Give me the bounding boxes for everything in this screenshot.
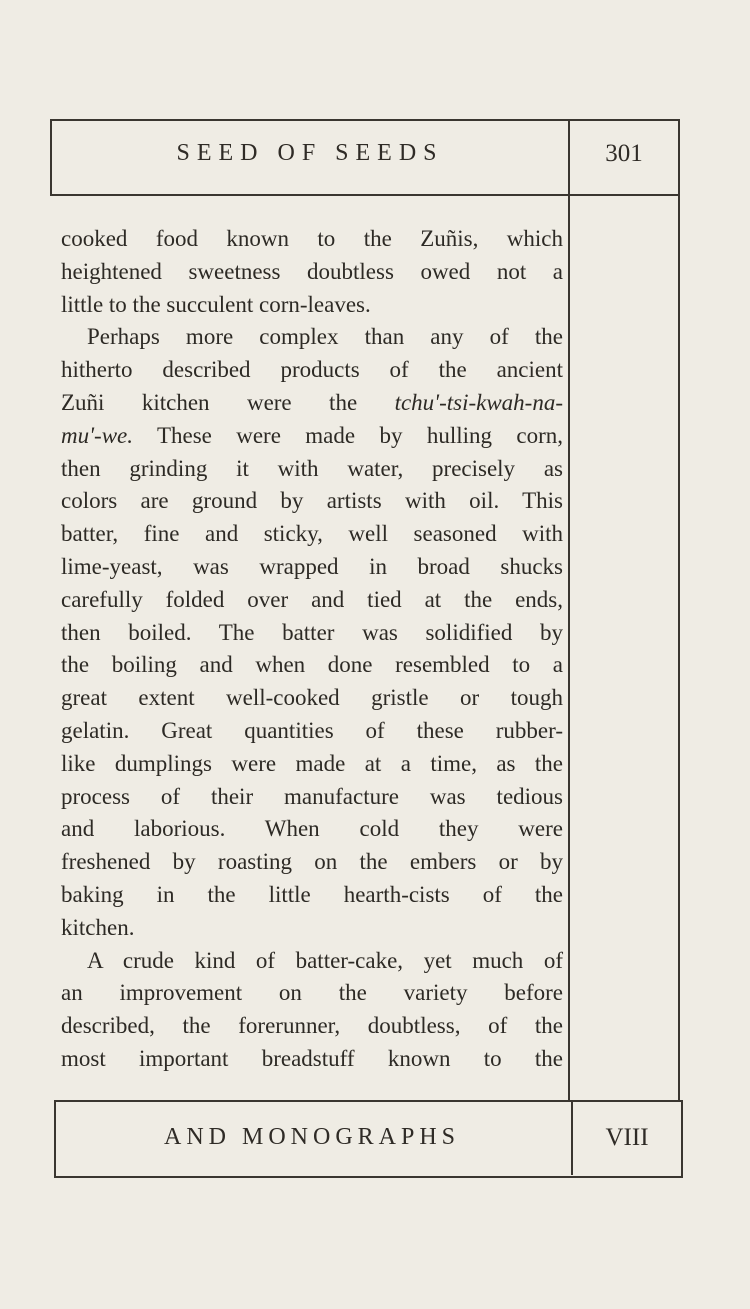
- text-line: described, the forerunner, doubtless, of the: [61, 1013, 563, 1039]
- text-line: baking in the little hearth-cists of the: [61, 881, 563, 907]
- text-span: These were made by hulling corn,: [133, 422, 563, 448]
- text-line: then grinding it with water, precisely as: [61, 455, 563, 481]
- text-line: freshened by roasting on the embers or by: [61, 849, 563, 875]
- text-line: hitherto described products of the ancient: [61, 357, 563, 383]
- text-line: A crude kind of batter-cake, yet much of: [87, 947, 563, 973]
- text-span: Zuñi kitchen were the: [61, 389, 395, 415]
- text-line: process of their manufacture was tedious: [61, 783, 563, 809]
- frame-top-rule: [50, 119, 680, 121]
- frame-bottom-rule: [54, 1176, 683, 1178]
- body-text: [61, 223, 563, 1076]
- text-line: Perhaps more complex than any of the: [87, 324, 563, 350]
- text-line: batter, fine and sticky, well seasoned with: [61, 521, 563, 547]
- text-line: like dumplings were made at a time, as the: [61, 750, 563, 776]
- text-line: gelatin. Great quantities of these rubber-: [61, 717, 563, 743]
- text-line: heightened sweetness doubtless owed not a: [61, 258, 563, 284]
- running-title: SEED OF SEEDS: [176, 140, 444, 166]
- zuni-term: tchu'-tsi-kwah-na-: [394, 389, 563, 415]
- text-line: [61, 420, 563, 453]
- text-line: little to the succulent corn-leaves.: [61, 291, 371, 317]
- page-number: 301: [605, 140, 643, 167]
- zuni-term-end: mu'-we.: [61, 422, 133, 448]
- text-line: great extent well-cooked gristle or tough: [61, 685, 563, 711]
- text-line: [61, 387, 563, 420]
- volume-number: VIII: [605, 1124, 649, 1151]
- text-line: the boiling and when done resembled to a: [61, 652, 563, 678]
- footer-top-rule: [56, 1100, 683, 1102]
- text-line: and laborious. When cold they were: [61, 816, 563, 842]
- text-line: colors are ground by artists with oil. This: [61, 488, 563, 514]
- frame-column-divider: [568, 119, 570, 1102]
- text-line: lime-yeast, was wrapped in broad shucks: [61, 553, 563, 579]
- header-bottom-rule: [51, 194, 679, 196]
- text-line: cooked food known to the Zuñis, which: [61, 226, 563, 251]
- text-line: carefully folded over and tied at the ends,: [61, 586, 563, 612]
- frame-right-rule: [678, 119, 680, 1102]
- text-line: then boiled. The batter was solidified by: [61, 619, 563, 645]
- text-line: most important breadstuff known to the: [61, 1045, 563, 1071]
- series-title: AND MONOGRAPHS: [163, 1124, 461, 1150]
- text-line: kitchen.: [61, 914, 135, 940]
- text-line: an improvement on the variety before: [61, 980, 563, 1006]
